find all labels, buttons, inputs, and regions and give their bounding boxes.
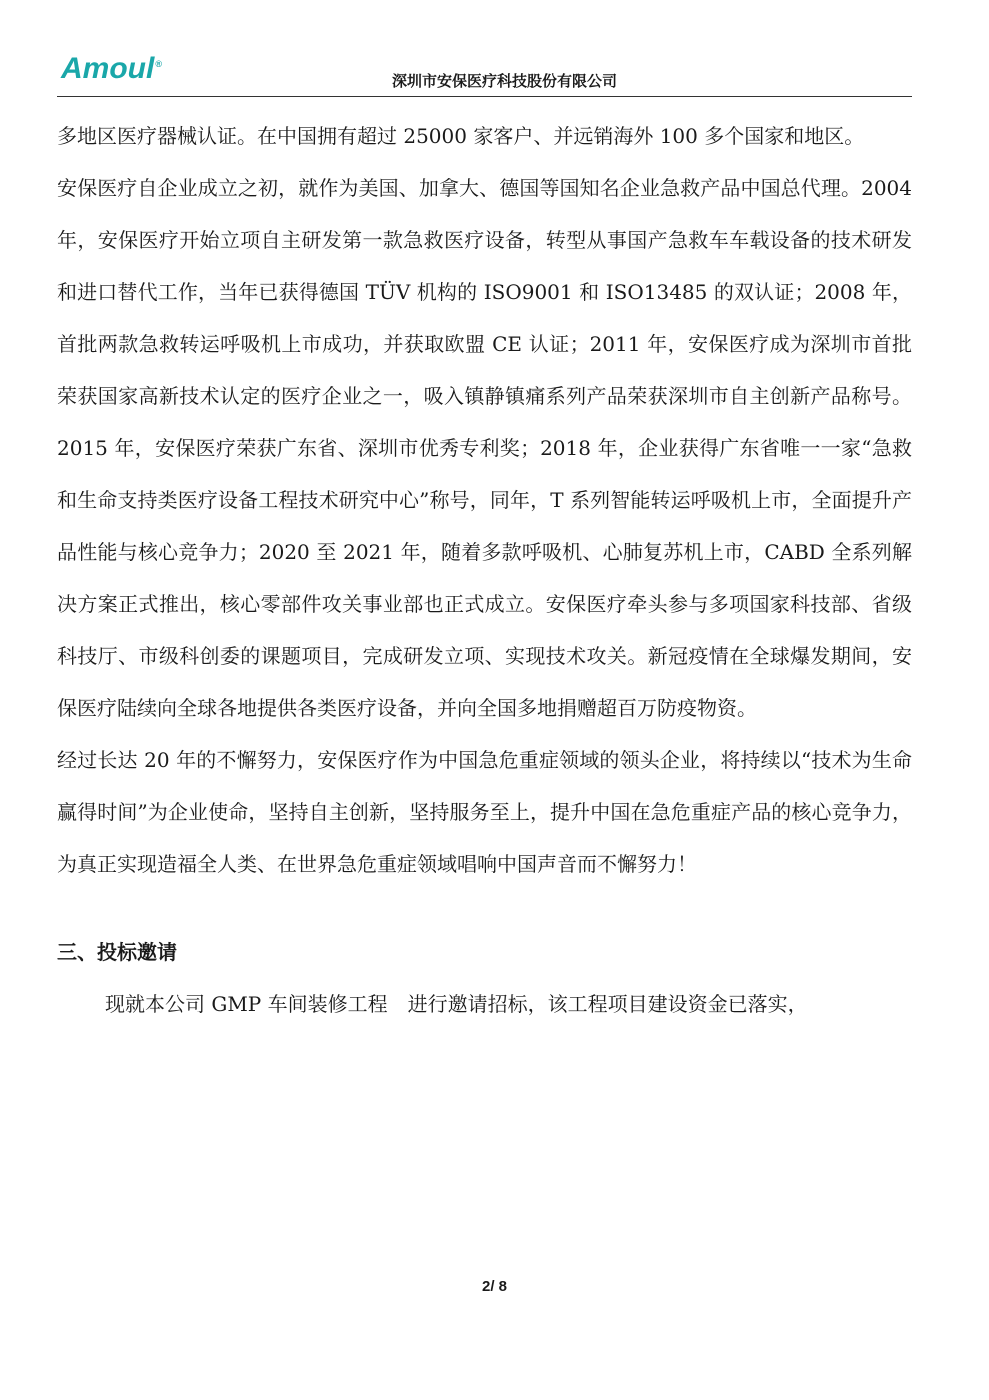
section-paragraph: 现就本公司 GMP 车间装修工程 进行邀请招标，该工程项目建设资金已落实，	[105, 992, 808, 1016]
logo-trademark: ®	[155, 59, 162, 69]
page-number: 2/ 8	[481, 1278, 508, 1295]
logo-text: Amoul	[61, 52, 155, 85]
section-heading: 三、投标邀请	[57, 940, 177, 964]
page-header	[57, 50, 912, 98]
document-body	[57, 110, 912, 1030]
paragraph-1: 多地区医疗器械认证。在中国拥有超过 25000 家客户、并远销海外 100 多个国家和地区。	[57, 124, 865, 148]
paragraph-2: 安保医疗自企业成立之初，就作为美国、加拿大、德国等国知名企业急救产品中国总代理。2004 年，安保医疗开始立项自主研发第一款急救医疗设备，转型从事国产急救车车载设备的技术研发和进口替代工作，当年已获得德国 TÜV 机构的 ISO9001 和 ISO13485 的双认证；2008 年，首批两款急救转运呼吸机上市成功，并获取欧盟 CE 认证；2011 年，安保医疗成为深圳市首批荣获国家高新技术认定的医疗企业之一，吸入镇静镇痛系列产品荣获深圳市自主创新产品称号。2015 年，安保医疗荣获广东省、深圳市优秀专利奖；2018 年，企业获得广东省唯一一家“急救和生命支持类医疗设备工程技术研究中心”称号，同年，T 系列智能转运呼吸机上市，全面提升产品性能与核心竞争力；2020 至 2021 年，随着多款呼吸机、心肺复苏机上市，CABD 全系列解决方案正式推出，核心零部件攻关事业部也正式成立。安保医疗牵头参与多项国家科技部、省级科技厅、市级科创委的课题项目，完成研发立项、实现技术攻关。新冠疫情在全球爆发期间，安保医疗陆续向全球各地提供各类医疗设备，并向全国多地捐赠超百万防疫物资。	[57, 176, 912, 720]
paragraph-3: 经过长达 20 年的不懈努力，安保医疗作为中国急危重症领域的领头企业，将持续以“技术为生命赢得时间”为企业使命，坚持自主创新，坚持服务至上，提升中国在急危重症产品的核心竞争力，为真正实现造福全人类、在世界急危重症领域唱响中国声音而不懈努力！	[57, 748, 912, 876]
header-divider	[57, 96, 912, 97]
company-name: 深圳市安保医疗科技股份有限公司	[391, 72, 617, 90]
